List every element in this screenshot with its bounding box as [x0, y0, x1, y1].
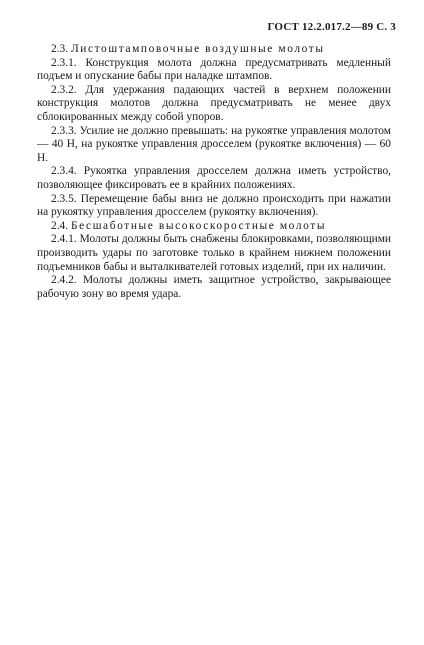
section-number: 2.4. [51, 219, 69, 232]
document-body [37, 43, 391, 301]
section-number: 2.3. [51, 43, 69, 55]
section-heading-2-4 [37, 220, 391, 234]
section-heading-2-3 [37, 43, 391, 57]
paragraph-2-3-3: 2.3.3. Усилие не должно превышать: на рукоятке управления молотом — 40 Н, на рукоятке управления дросселем (рукоятке включения) — 60 Н. [37, 124, 391, 164]
section-title: Листоштамповочные воздушные молоты [70, 43, 325, 55]
page-header: ГОСТ 12.2.017.2—89 С. 3 [267, 21, 396, 33]
paragraph-2-3-5: 2.3.5. Перемещение бабы вниз не должно происходить при нажатии на рукоятку управления дросселем (рукоятку включения). [37, 192, 391, 219]
paragraph-2-4-2: 2.4.2. Молоты должны иметь защитное устройство, закрывающее рабочую зону во время удара. [37, 274, 391, 300]
paragraph-2-3-4: 2.3.4. Рукоятка управления дросселем должна иметь устройство, позволяющее фиксировать ее в крайних положениях. [37, 165, 391, 191]
paragraph-2-3-1: 2.3.1. Конструкция молота должна предусматривать медленный подъем и опускание бабы при наладке штампов. [37, 56, 391, 83]
section-title: Бесшаботные высокоскоростные молоты [70, 219, 327, 232]
paragraph-2-4-1: 2.4.1. Молоты должны быть снабжены блокировками, позволяющими производить удары по заготовке только в крайнем нижнем положении подъемников бабы и выталкивателей готовых изделий, при их наличии. [37, 233, 391, 273]
paragraph-2-3-2: 2.3.2. Для удержания падающих частей в верхнем положении конструкция молотов должна предусматривать не менее двух сблокированных между собой упоров. [37, 83, 391, 123]
